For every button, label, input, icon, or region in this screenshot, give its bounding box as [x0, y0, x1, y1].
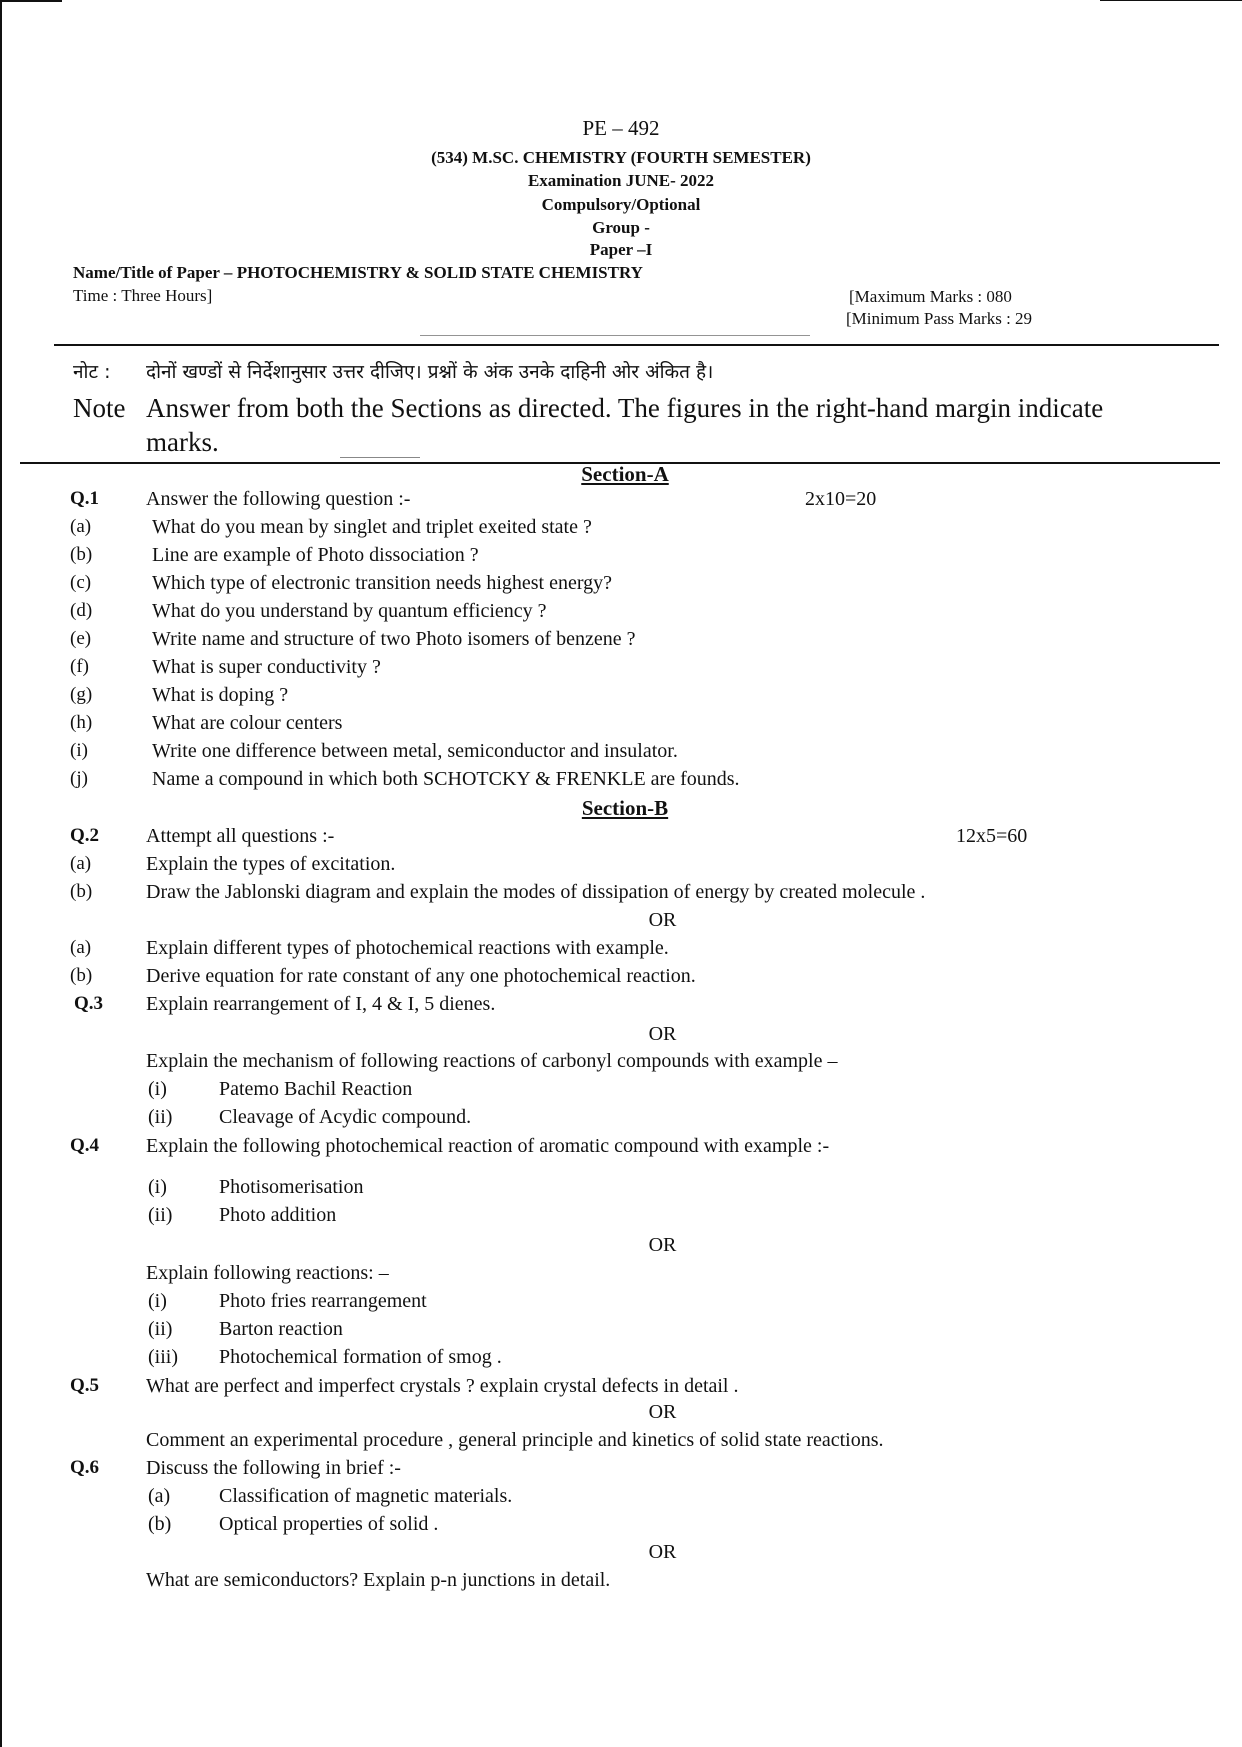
q1-item-label: (i): [70, 740, 88, 761]
or-separator: OR: [648, 1541, 677, 1563]
time-allowed: Time : Three Hours]: [73, 286, 213, 305]
q1-item-label: (f): [70, 656, 89, 677]
q3-alt-i-text: Patemo Bachil Reaction: [219, 1078, 413, 1100]
paper-type: Compulsory/Optional: [541, 195, 701, 214]
q2-a-text: Explain the types of excitation.: [146, 853, 396, 875]
or-separator: OR: [648, 1401, 677, 1423]
q1-item-text: What do you understand by quantum efficiency ?: [152, 600, 547, 622]
min-pass-marks: [Minimum Pass Marks : 29: [846, 309, 1033, 328]
q1-item-text: Write name and structure of two Photo isomers of benzene ?: [152, 628, 636, 650]
q4-alt-ii-text: Barton reaction: [219, 1318, 343, 1340]
paper-title-text: PHOTOCHEMISTRY & SOLID STATE CHEMISTRY: [236, 263, 643, 282]
q4-ii-text: Photo addition: [219, 1204, 337, 1226]
top-left-scan-line: [0, 0, 62, 2]
q6-b-text: Optical properties of solid .: [219, 1513, 439, 1535]
q6-label: Q.6: [70, 1457, 100, 1478]
q4-label: Q.4: [70, 1135, 100, 1156]
paper-title-label: Name/Title of Paper –: [73, 263, 237, 282]
paper-code: PE – 492: [582, 116, 660, 140]
q2-label: Q.2: [70, 825, 100, 846]
paper-number: Paper –I: [589, 240, 653, 259]
q4-alt-ii-label: (ii): [148, 1318, 173, 1340]
q3-text: Explain rearrangement of I, 4 & I, 5 dienes.: [146, 993, 496, 1015]
note-label: Note: [73, 393, 126, 423]
header-divider: [54, 344, 1219, 346]
q3-label: Q.3: [74, 993, 104, 1014]
q1-item-text: What are colour centers: [152, 712, 343, 734]
q1-item-text: Write one difference between metal, semiconductor and insulator.: [152, 740, 678, 762]
group-label: Group -: [592, 218, 650, 237]
q6-a-label: (a): [148, 1485, 171, 1507]
q4-i-text: Photisomerisation: [219, 1176, 364, 1198]
q6-alt-text: What are semiconductors? Explain p-n junctions in detail.: [146, 1569, 611, 1591]
note-text-line1: Answer from both the Sections as directed. The figures in the right-hand margin indicate: [146, 393, 1104, 423]
q2-alt-b-text: Derive equation for rate constant of any one photochemical reaction.: [146, 965, 696, 987]
course-name: (534) M.SC. CHEMISTRY (FOURTH SEMESTER): [431, 148, 811, 167]
exam-session: Examination JUNE- 2022: [527, 171, 715, 190]
q2-a-label: (a): [70, 853, 92, 874]
q1-marks: 2x10=20: [805, 488, 877, 510]
q1-item-text: Name a compound in which both SCHOTCKY & FRENKLE are founds.: [152, 768, 740, 790]
q3-alt-ii-text: Cleavage of Acydic compound.: [219, 1106, 472, 1128]
q6-a-text: Classification of magnetic materials.: [219, 1485, 513, 1507]
q2-alt-a-label: (a): [70, 937, 92, 958]
top-right-scan-line: [1100, 0, 1242, 1]
left-scan-line: [0, 0, 2, 1747]
q1-item-label: (h): [70, 712, 93, 733]
q4-i-label: (i): [148, 1176, 167, 1198]
q3-alt-i-label: (i): [148, 1078, 167, 1100]
q2-marks: 12x5=60: [956, 825, 1028, 847]
q1-item-text: Which type of electronic transition needs highest energy?: [152, 572, 613, 594]
q5-alt-text: Comment an experimental procedure , general principle and kinetics of solid state reactions.: [146, 1429, 884, 1451]
q3-alt-ii-label: (ii): [148, 1106, 173, 1128]
q1-item-label: (e): [70, 628, 92, 649]
q1-item-label: (d): [70, 600, 93, 621]
q4-alt-text: Explain following reactions: –: [146, 1262, 389, 1284]
header-divider-faint: [420, 335, 810, 336]
paper-title: [73, 263, 643, 283]
q4-alt-iii-label: (iii): [148, 1346, 178, 1368]
q1-item-label: (j): [70, 768, 88, 789]
q1-item-text: What is super conductivity ?: [152, 656, 381, 678]
q5-label: Q.5: [70, 1375, 100, 1396]
q1-item-text: What do you mean by singlet and triplet exeited state ?: [152, 516, 592, 538]
note-hindi-text: दोनों खण्डों से निर्देशानुसार उत्तर दीजिए। प्रश्नों के अंक उनके दाहिनी ओर अंकित है।: [146, 361, 714, 383]
note-text-line2: marks.: [146, 427, 219, 457]
q1-item-label: (g): [70, 684, 93, 705]
q1-item-text: Line are example of Photo dissociation ?: [152, 544, 479, 566]
q4-text: Explain the following photochemical reaction of aromatic compound with example :-: [146, 1135, 830, 1157]
q3-alt-text: Explain the mechanism of following reactions of carbonyl compounds with example –: [146, 1050, 838, 1072]
q2-b-label: (b): [70, 881, 93, 902]
q1-label: Q.1: [70, 488, 100, 509]
q4-ii-label: (ii): [148, 1204, 173, 1226]
q1-text: Answer the following question :-: [146, 488, 411, 510]
q4-alt-iii-text: Photochemical formation of smog .: [219, 1346, 502, 1368]
section-a-heading: Section-A: [581, 462, 669, 486]
q4-alt-i-text: Photo fries rearrangement: [219, 1290, 427, 1312]
q4-alt-i-label: (i): [148, 1290, 167, 1312]
q6-text: Discuss the following in brief :-: [146, 1457, 401, 1479]
q1-item-label: (b): [70, 544, 93, 565]
q1-item-text: What is doping ?: [152, 684, 289, 706]
q2-text: Attempt all questions :-: [146, 825, 335, 847]
section-b-heading: Section-B: [581, 796, 669, 820]
note-hindi-label: नोट :: [73, 361, 111, 383]
or-separator: OR: [648, 1234, 677, 1256]
q1-item-label: (c): [70, 572, 92, 593]
q2-b-text: Draw the Jablonski diagram and explain the modes of dissipation of energy by created molecule .: [146, 881, 926, 903]
note-divider-faint: [340, 457, 420, 458]
or-separator: OR: [648, 909, 677, 931]
max-marks: [Maximum Marks : 080: [849, 287, 1012, 306]
q6-b-label: (b): [148, 1513, 172, 1535]
or-separator: OR: [648, 1023, 677, 1045]
q1-item-label: (a): [70, 516, 92, 537]
q5-text: What are perfect and imperfect crystals ? explain crystal defects in detail .: [146, 1375, 739, 1397]
q2-alt-b-label: (b): [70, 965, 93, 986]
q2-alt-a-text: Explain different types of photochemical reactions with example.: [146, 937, 669, 959]
